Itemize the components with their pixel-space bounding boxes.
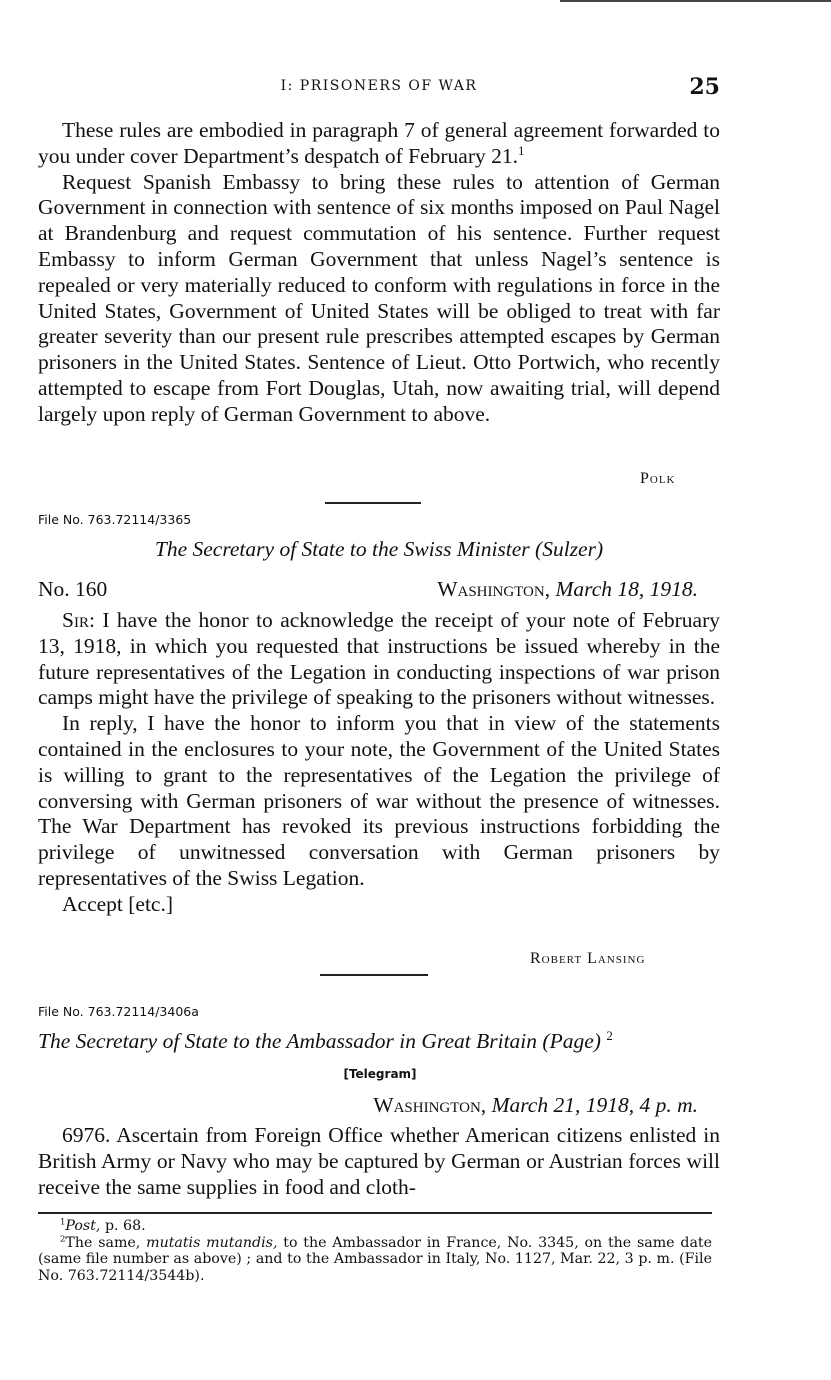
document-2-body bbox=[38, 608, 720, 918]
paragraph: These rules are embodied in paragraph 7 of general agreement forwarded to you under cover Department’s despatch of February 21.$^1$ bbox=[38, 118, 720, 168]
footnote-rule bbox=[38, 1212, 712, 1214]
section-divider bbox=[320, 974, 428, 976]
section-1-body bbox=[38, 118, 720, 428]
paragraph: 6976. Ascertain from Foreign Office whether American citizens enlisted in British Army or Navy who may be captured by German or Austrian forces will receive the same supplies in food and cloth- bbox=[38, 1123, 720, 1199]
signature-lansing: Robert Lansing bbox=[530, 950, 646, 967]
document-3-body bbox=[38, 1123, 720, 1200]
running-header bbox=[38, 74, 720, 102]
document-title: The Secretary of State to the Ambassador in Great Britain (Page) $^2$ bbox=[38, 1028, 613, 1053]
signature-polk: Polk bbox=[640, 470, 676, 487]
telegram-label: [Telegram] bbox=[343, 1067, 417, 1081]
closing: Accept [etc.] bbox=[62, 891, 174, 916]
footnote-ref: 2 bbox=[606, 1028, 613, 1043]
paragraph: In reply, I have the honor to inform you that in view of the statements contained in the enclosures to your note, the Government of the United States is willing to grant to the representatives of the Legation the privilege of conversing with German prisoners of war without the presence of witnesses. The War Department has revoked its previous instructions forbidding the privilege of unwitnessed conversation with German prisoners by representatives of the Swiss Legation. bbox=[38, 711, 720, 890]
running-title: I: PRISONERS OF WAR bbox=[280, 78, 478, 94]
place-date: Washington, March 21, 1918, 4 p. m. bbox=[373, 1093, 698, 1117]
footnote-1: $^1$Post, p. 68. bbox=[60, 1217, 146, 1234]
paragraph: Sir: I have the honor to acknowledge the receipt of your note of February 13, 1918, in which you requested that instructions be issued whereby in the future representatives of the Legation in conducting inspections of war prison camps might have the privilege of speaking to the prisoners without witnesses. bbox=[38, 608, 720, 710]
section-divider bbox=[325, 502, 421, 504]
page-number: 25 bbox=[689, 74, 720, 100]
document-title: The Secretary of State to the Swiss Minister (Sulzer) bbox=[154, 537, 604, 561]
paragraph: Request Spanish Embassy to bring these rules to attention of German Government in connection with sentence of six months imposed on Paul Nagel at Brandenburg and request commutation of his sentence. Further request Embassy to inform German Government that unless Nagel’s sentence is repealed or very materially reduced to conform with regulations in force in the United States, Government of United States will be obliged to treat with far greater severity than our present rule prescribes attempted escapes by German prisoners in the United States. Sentence of Lieut. Otto Portwich, who recently attempted to escape from Fort Douglas, Utah, now awaiting trial, will depend largely upon reply of German Government to above. bbox=[38, 169, 720, 426]
document-number: No. 160 bbox=[38, 577, 108, 601]
footnotes bbox=[38, 1218, 712, 1284]
footnote-ref: 1 bbox=[518, 143, 525, 158]
top-edge-line bbox=[560, 0, 831, 2]
file-number: File No. 763.72114/3365 bbox=[38, 512, 192, 527]
footnote-2: $^2$The same, mutatis mutandis, to the Ambassador in France, No. 3345, on the same date (same file number as above) ; and to the Ambassador in Italy, No. 1127, Mar. 22, 3 p. m. (File No. 763.72114/3544b). bbox=[38, 1233, 712, 1284]
file-number: File No. 763.72114/3406a bbox=[38, 1004, 199, 1019]
place-date: Washington, March 18, 1918. bbox=[437, 577, 698, 601]
